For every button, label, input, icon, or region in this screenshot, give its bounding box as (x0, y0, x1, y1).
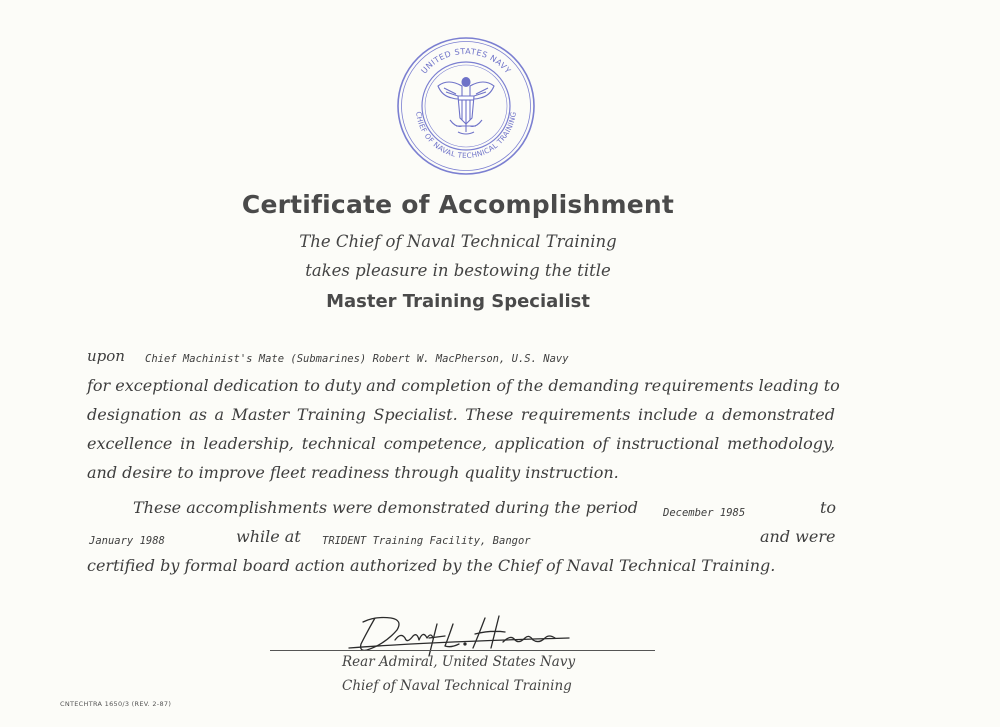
closing-line: certified by formal board action authorized by the Chief of Naval Technical Training. (87, 556, 776, 575)
body-line-2: designation as a Master Training Specialist. These requirements include a demonstrated (87, 405, 835, 424)
svg-text:CHIEF OF NAVAL TECHNICAL TRAIN: CHIEF OF NAVAL TECHNICAL TRAINING (414, 110, 518, 161)
period-end: January 1988 (89, 535, 165, 547)
signer-rank: Rear Admiral, United States Navy (342, 654, 576, 670)
upon-label: upon (87, 347, 125, 365)
svg-text:UNITED STATES NAVY: UNITED STATES NAVY (419, 46, 513, 76)
body-line-4: and desire to improve fleet readiness through quality instruction. (87, 463, 619, 482)
period-start: December 1985 (663, 507, 746, 519)
body-line-1: for exceptional dedication to duty and completion of the demanding requirements leading to (87, 376, 840, 395)
navy-seal-emblem (396, 36, 536, 176)
award-title: Master Training Specialist (326, 291, 590, 312)
period-text: These accomplishments were demonstrated during the period (133, 498, 638, 517)
certificate-title: Certificate of Accomplishment (241, 190, 675, 219)
signer-office: Chief of Naval Technical Training (342, 678, 572, 694)
presenter-line: The Chief of Naval Technical Training (299, 232, 617, 251)
and-were-label: and were (760, 527, 836, 546)
body-line-3: excellence in leadership, technical competence, application of instructional methodology, (87, 434, 835, 453)
signature-line (270, 650, 655, 651)
form-number: CNTECHTRA 1650/3 (REV. 2-87) (60, 700, 172, 708)
pleasure-line: takes pleasure in bestowing the title (305, 261, 611, 280)
while-at-label: while at (236, 527, 301, 546)
recipient-name: Chief Machinist's Mate (Submarines) Robert W. MacPherson, U.S. Navy (145, 353, 569, 365)
facility-name: TRIDENT Training Facility, Bangor (322, 535, 531, 547)
to-label: to (820, 498, 837, 517)
handwritten-signature (345, 608, 580, 660)
